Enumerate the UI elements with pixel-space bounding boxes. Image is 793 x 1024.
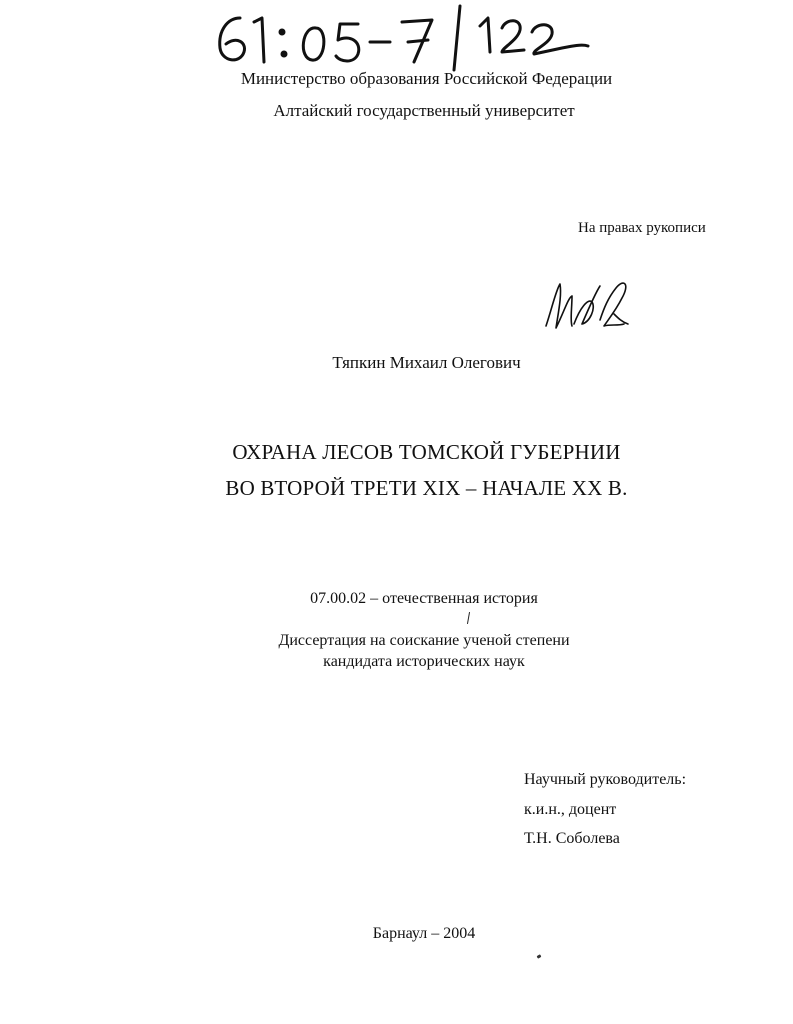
supervisor-degree: к.и.н., доцент xyxy=(524,801,617,818)
degree-line-1: Диссертация на соискание ученой степени xyxy=(278,632,570,649)
city-year-footer: Барнаул – 2004 xyxy=(372,925,476,942)
ink-speck xyxy=(537,954,542,959)
degree-line-2: кандидата исторических наук xyxy=(323,653,525,670)
specialty-code: 07.00.02 – отечественная история xyxy=(310,590,538,607)
pen-mark xyxy=(467,612,470,624)
university-heading: Алтайский государственный университет xyxy=(273,101,575,120)
author-name: Тяпкин Михаил Олегович xyxy=(332,353,521,372)
rights-note: На правах рукописи xyxy=(578,220,706,236)
thesis-title-line-2: ВО ВТОРОЙ ТРЕТИ XIX – НАЧАЛЕ XX В. xyxy=(225,476,628,500)
ministry-heading: Министерство образования Российской Федерации xyxy=(240,69,613,88)
supervisor-name: Т.Н. Соболева xyxy=(524,830,620,847)
handwritten-archive-code xyxy=(210,4,600,72)
signature xyxy=(538,268,638,338)
supervisor-heading: Научный руководитель: xyxy=(524,771,687,788)
thesis-title-line-1: ОХРАНА ЛЕСОВ ТОМСКОЙ ГУБЕРНИИ xyxy=(232,440,621,464)
